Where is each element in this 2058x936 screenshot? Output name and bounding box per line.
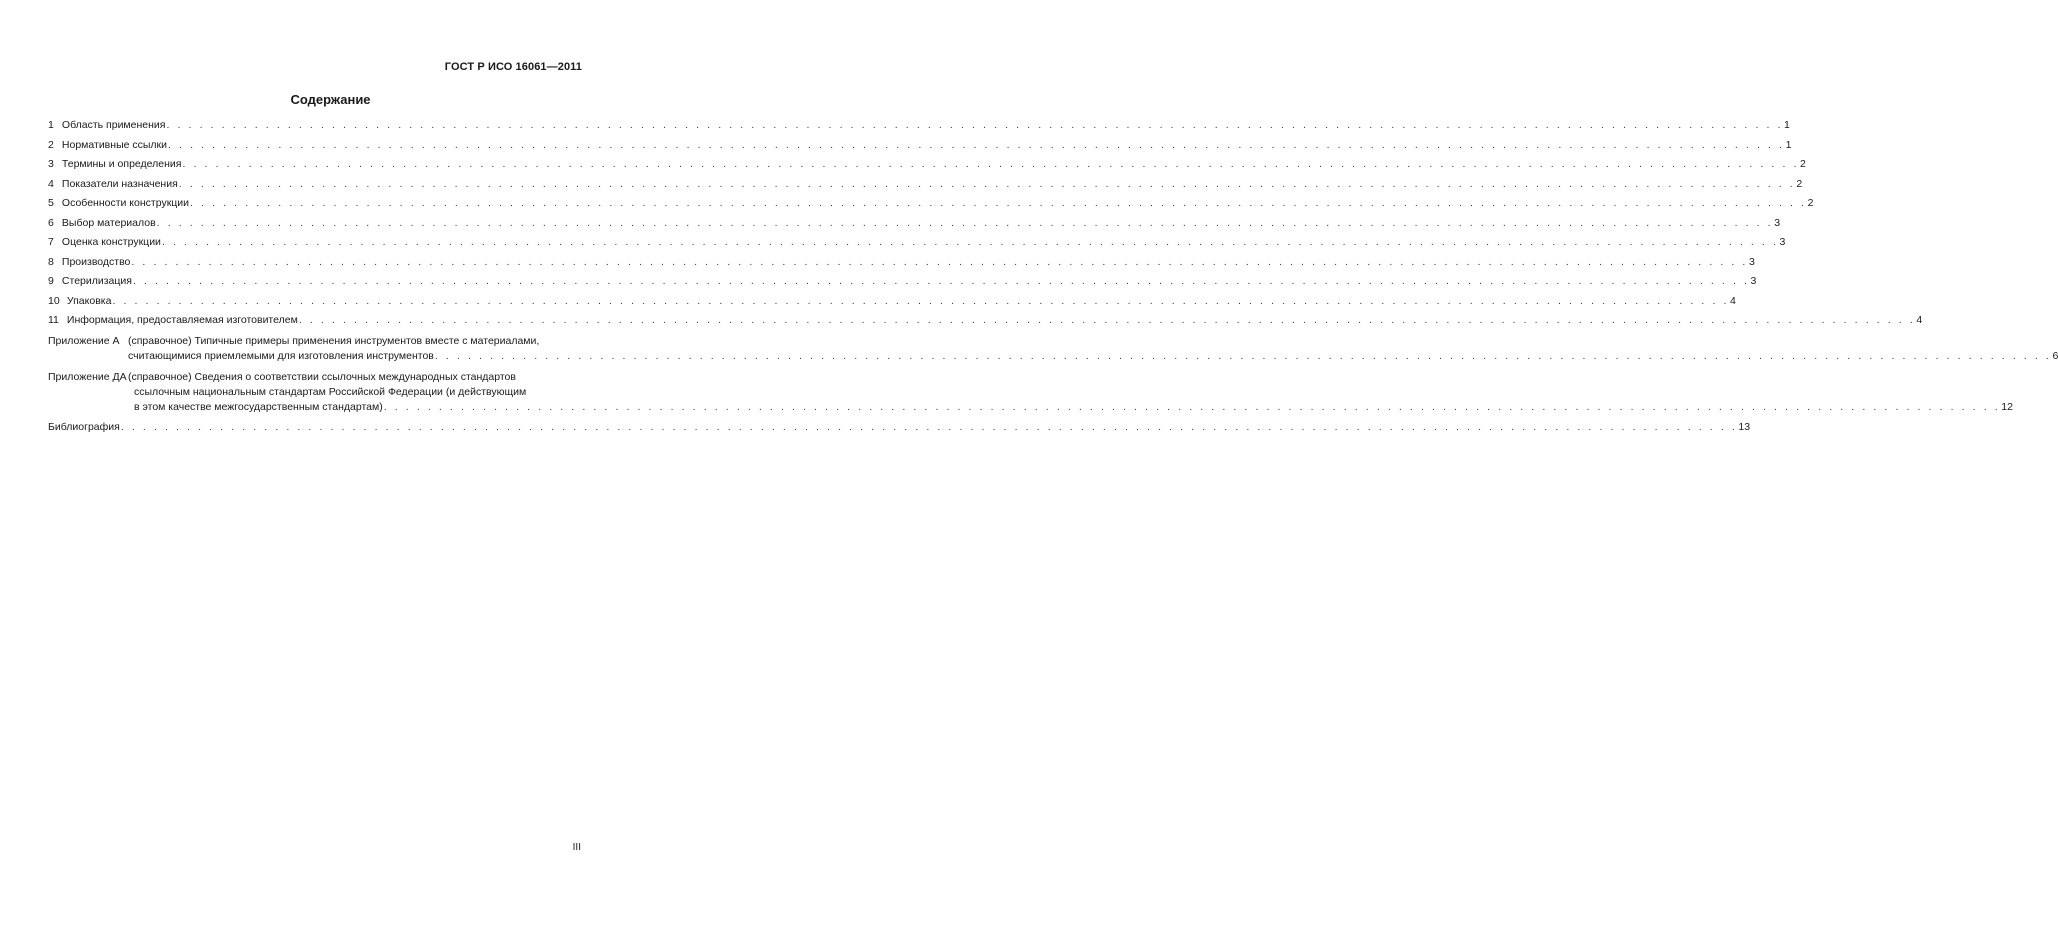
appendix-title-line: считающимися приемлемыми для изготовления инструментов xyxy=(128,349,434,362)
toc-entry-page: 3 xyxy=(1774,216,1781,229)
toc-appendix-da[interactable] xyxy=(48,370,2013,416)
dot-leader xyxy=(168,139,1785,151)
appendix-title-line: (справочное) Типичные примеры применения инструментов вместе с материалами, xyxy=(128,334,540,347)
page-number: III xyxy=(572,842,581,853)
appendix-name: Приложение А xyxy=(48,334,120,347)
toc-entry-title: Производство xyxy=(61,255,131,268)
toc-entry-9[interactable] xyxy=(48,275,1757,295)
toc-entry-7[interactable] xyxy=(48,236,1786,256)
toc-entry-title: Библиография xyxy=(48,420,120,433)
toc-entry-page: 2 xyxy=(1807,197,1814,209)
toc-entry-number: 4 xyxy=(48,177,54,190)
toc-entry-6[interactable] xyxy=(48,216,1781,237)
appendix-title-line: ссылочным национальным стандартам Российской Федерации (и действующим xyxy=(134,385,527,398)
dot-leader xyxy=(133,275,1750,287)
toc-entry-title: Выбор материалов xyxy=(61,216,156,229)
toc-entry-page: 4 xyxy=(1916,314,1923,326)
toc-entry-title: Особенности конструкции xyxy=(61,197,190,209)
table-of-contents xyxy=(48,119,2058,440)
toc-bibliography[interactable] xyxy=(48,420,1751,441)
dot-leader xyxy=(435,350,2052,362)
toc-entry-title: Показатели назначения xyxy=(61,177,178,190)
toc-entry-page: 3 xyxy=(1748,255,1755,268)
dot-leader xyxy=(384,401,2001,413)
toc-entry-number: 9 xyxy=(48,275,54,287)
toc-entry-title: Упаковка xyxy=(66,294,112,307)
toc-entry-2[interactable] xyxy=(48,138,1792,159)
toc-entry-title: Термины и определения xyxy=(61,158,182,170)
toc-entry-number: 11 xyxy=(48,314,59,326)
appendix-title-line: (справочное) Сведения о соответствии ссылочных международных стандартов xyxy=(128,370,516,383)
toc-entry-11[interactable] xyxy=(48,314,1923,334)
toc-entry-number: 8 xyxy=(48,255,54,268)
toc-title: Содержание xyxy=(290,92,371,107)
toc-entry-title: Оценка конструкции xyxy=(61,236,161,248)
dot-leader xyxy=(182,158,1799,170)
toc-entry-page: 12 xyxy=(2001,400,2013,413)
appendix-title-line: в этом качестве межгосударственным стандартам) xyxy=(134,400,383,413)
document-code: ГОСТ Р ИСО 16061—2011 xyxy=(444,61,582,73)
toc-entry-1[interactable] xyxy=(48,119,1790,139)
dot-leader xyxy=(131,256,1748,268)
toc-entry-number: 10 xyxy=(48,294,60,307)
toc-entry-8[interactable] xyxy=(48,255,1755,276)
toc-entry-title: Стерилизация xyxy=(61,275,132,287)
toc-entry-title: Область применения xyxy=(61,119,166,131)
dot-leader xyxy=(166,119,1783,131)
toc-entry-page: 3 xyxy=(1750,275,1757,287)
toc-entry-page: 2 xyxy=(1800,158,1806,170)
toc-entry-page: 13 xyxy=(1738,420,1751,433)
toc-entry-number: 3 xyxy=(48,158,54,170)
dot-leader xyxy=(179,178,1796,190)
dot-leader xyxy=(121,421,1738,433)
toc-entry-page: 4 xyxy=(1730,294,1736,307)
toc-entry-page: 2 xyxy=(1796,177,1803,190)
dot-leader xyxy=(299,314,1916,326)
dot-leader xyxy=(190,197,1807,209)
toc-entry-number: 1 xyxy=(48,119,54,131)
toc-entry-number: 2 xyxy=(48,138,54,151)
dot-leader xyxy=(157,217,1774,229)
toc-entry-3[interactable] xyxy=(48,158,1806,178)
toc-entry-title: Нормативные ссылки xyxy=(61,138,167,151)
toc-entry-title: Информация, предоставляемая изготовителем xyxy=(66,314,298,326)
toc-entry-page: 1 xyxy=(1784,119,1790,131)
toc-entry-4[interactable] xyxy=(48,177,1803,198)
appendix-name: Приложение ДА xyxy=(48,370,127,383)
toc-entry-number: 7 xyxy=(48,236,54,248)
toc-entry-5[interactable] xyxy=(48,197,1814,217)
toc-entry-number: 6 xyxy=(48,216,54,229)
toc-entry-page: 6 xyxy=(2052,349,2058,362)
toc-entry-page: 3 xyxy=(1779,236,1786,248)
toc-entry-10[interactable] xyxy=(48,294,1736,315)
toc-appendix-a[interactable] xyxy=(48,334,2058,365)
dot-leader xyxy=(112,295,1729,307)
toc-entry-page: 1 xyxy=(1785,138,1792,151)
toc-entry-number: 5 xyxy=(48,197,54,209)
dot-leader xyxy=(162,236,1779,248)
